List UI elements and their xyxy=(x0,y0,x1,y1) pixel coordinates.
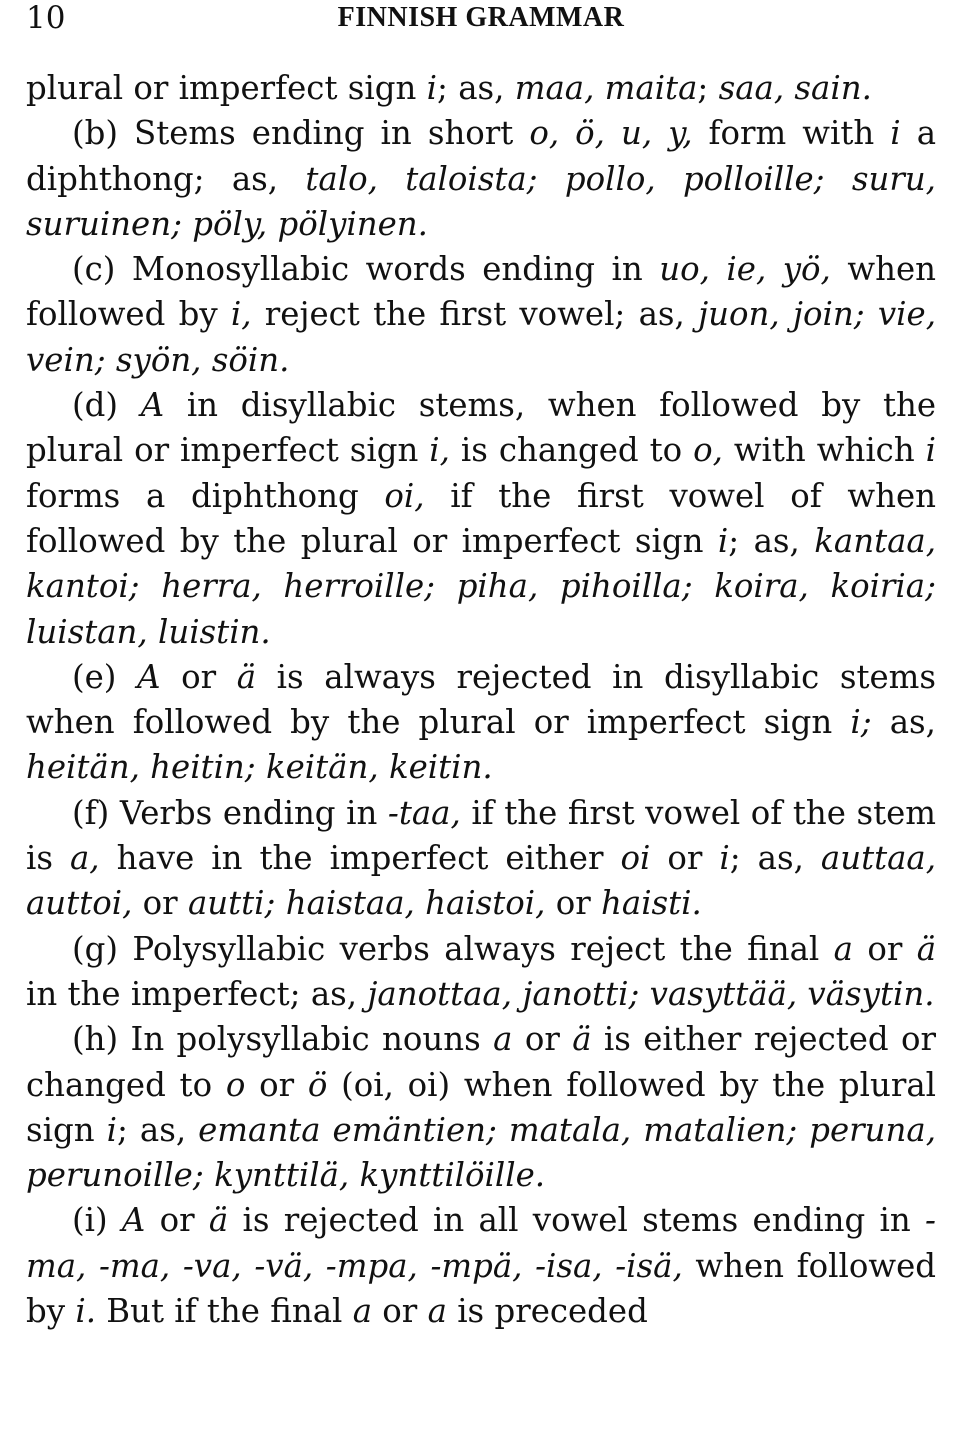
text-segment: (i) xyxy=(72,1201,122,1240)
text-segment: when followed by xyxy=(26,250,936,334)
text-segment: or xyxy=(160,657,237,696)
text-segment: if the first vowel of when followed by the plural or imperfect sign xyxy=(26,476,936,560)
italic-text-segment: oi, xyxy=(384,476,425,515)
italic-text-segment: i, xyxy=(429,431,450,470)
text-segment: (d) xyxy=(72,386,141,425)
text-segment: (e) xyxy=(72,657,138,696)
italic-text-segment: i xyxy=(717,521,729,560)
italic-text-segment: i, xyxy=(230,295,252,334)
paragraph-rule-i xyxy=(26,1198,936,1334)
italic-text-segment: -ma, -ma, -va, -vä, -mpa, -mpä, -isa, -isä, xyxy=(26,1201,936,1285)
text-segment: is always rejected in disyllabic stems when followed by the plural or imperfect sign xyxy=(26,657,936,742)
italic-text-segment: i; xyxy=(850,703,872,742)
italic-text-segment: haisti. xyxy=(601,884,702,923)
italic-text-segment: A xyxy=(121,1201,146,1240)
text-segment: when followed by xyxy=(26,1246,936,1331)
italic-text-segment: oi xyxy=(620,839,651,878)
italic-text-segment: a xyxy=(493,1020,513,1059)
italic-text-segment: a, xyxy=(70,839,100,878)
text-segment: (c) Monosyllabic words ending in xyxy=(72,250,660,289)
italic-text-segment: i xyxy=(106,1110,117,1149)
text-segment: or xyxy=(512,1020,573,1059)
italic-text-segment: o, ö, u, y, xyxy=(529,114,693,153)
italic-text-segment: ä xyxy=(208,1201,229,1240)
text-segment: or xyxy=(852,929,917,968)
text-segment: (f) Verbs ending in xyxy=(72,793,388,832)
paragraph-continuation xyxy=(26,66,936,111)
text-segment: ; as, xyxy=(729,839,821,878)
italic-text-segment: i. xyxy=(75,1292,96,1331)
text-segment: reject the first vowel; as, xyxy=(251,295,699,334)
italic-text-segment: i xyxy=(890,114,901,153)
text-segment: with which xyxy=(722,431,926,470)
italic-text-segment: A xyxy=(137,657,161,696)
paragraph-rule-d xyxy=(26,383,936,655)
page-body xyxy=(26,66,936,1334)
italic-text-segment: saa, sain. xyxy=(718,69,872,107)
italic-text-segment: ä xyxy=(572,1020,592,1059)
italic-text-segment: a xyxy=(833,929,853,968)
italic-text-segment: heitän, heitin; keitän, keitin. xyxy=(26,748,493,787)
text-segment: in the imperfect; as, xyxy=(26,974,368,1013)
italic-text-segment: kantaa, kantoi; herra, herroille; piha, pihoilla; koira, koiria; luistan, luistin. xyxy=(26,521,937,651)
italic-text-segment: uo, ie, yö, xyxy=(659,250,831,289)
running-title: FINNISH GRAMMAR xyxy=(337,2,625,33)
text-segment: But if the final xyxy=(96,1292,353,1331)
paragraph-rule-e xyxy=(26,655,936,791)
paragraph-rule-f xyxy=(26,791,936,927)
italic-text-segment: a xyxy=(427,1292,447,1331)
italic-text-segment: auttaa, auttoi, xyxy=(26,839,937,923)
text-segment: or xyxy=(145,1201,209,1240)
italic-text-segment: ä xyxy=(236,657,257,696)
text-segment: plural or imperfect sign xyxy=(26,69,427,107)
italic-text-segment: talo, taloista; pollo, polloille; suru, suruinen; pöly, pölyinen. xyxy=(26,159,936,243)
text-segment: or xyxy=(132,884,188,923)
text-segment: or xyxy=(372,1292,428,1331)
text-segment: ; as, xyxy=(728,521,815,560)
text-segment: in disyllabic stems, when followed by the plural or imperfect sign xyxy=(26,386,936,470)
italic-text-segment: i xyxy=(719,839,730,878)
italic-text-segment: ö xyxy=(307,1065,328,1104)
text-segment: is preceded xyxy=(446,1292,648,1331)
italic-text-segment: i xyxy=(426,69,437,107)
text-segment: form with xyxy=(692,114,891,153)
italic-text-segment: a xyxy=(352,1292,373,1331)
paragraph-rule-h xyxy=(26,1017,936,1198)
paragraph-rule-g xyxy=(26,927,936,1018)
italic-text-segment: ä xyxy=(916,929,937,968)
text-segment: ; as, xyxy=(116,1110,199,1149)
page-header xyxy=(26,0,936,42)
text-segment: if the first vowel of the stem is xyxy=(26,793,936,878)
text-segment: (g) Polysyllabic verbs always reject the final xyxy=(72,929,834,968)
text-segment: forms a diphthong xyxy=(26,476,385,515)
text-segment: as, xyxy=(871,703,936,742)
italic-text-segment: o, xyxy=(693,431,723,470)
italic-text-segment: juon, join; vie, vein; syön, söin. xyxy=(26,295,936,379)
italic-text-segment: o xyxy=(225,1065,246,1104)
italic-text-segment: emanta emäntien; matala, matalien; peruna, perunoille; kynttilä, kynttilöille. xyxy=(26,1110,936,1195)
italic-text-segment: -taa, xyxy=(387,793,461,832)
text-segment: (oi, oi) when followed by the plural sign xyxy=(26,1065,936,1149)
italic-text-segment: autti; haistaa, haistoi, xyxy=(187,884,546,923)
paragraph-rule-c xyxy=(26,247,936,383)
text-segment: is rejected in all vowel stems ending in xyxy=(228,1201,926,1240)
text-segment: (b) Stems ending in short xyxy=(72,114,530,153)
text-segment: or xyxy=(245,1065,308,1104)
text-segment: have in the imperfect either xyxy=(99,839,621,878)
text-segment: ; xyxy=(697,69,719,107)
italic-text-segment: i xyxy=(925,431,936,470)
text-segment: or xyxy=(545,884,602,923)
paragraph-rule-b xyxy=(26,111,936,247)
italic-text-segment: A xyxy=(140,386,165,425)
text-segment: a diphthong; as, xyxy=(26,114,937,198)
italic-text-segment: maa, maita xyxy=(514,69,698,107)
text-segment: or xyxy=(650,839,720,878)
text-segment: is changed to xyxy=(449,431,694,470)
page-number: 10 xyxy=(26,0,66,36)
text-segment: is either rejected or changed to xyxy=(26,1020,937,1104)
text-segment: (h) In polysyllabic nouns xyxy=(72,1020,494,1059)
text-segment: ; as, xyxy=(437,69,515,107)
italic-text-segment: janottaa, janotti; vasyttää, väsytin. xyxy=(367,974,935,1013)
